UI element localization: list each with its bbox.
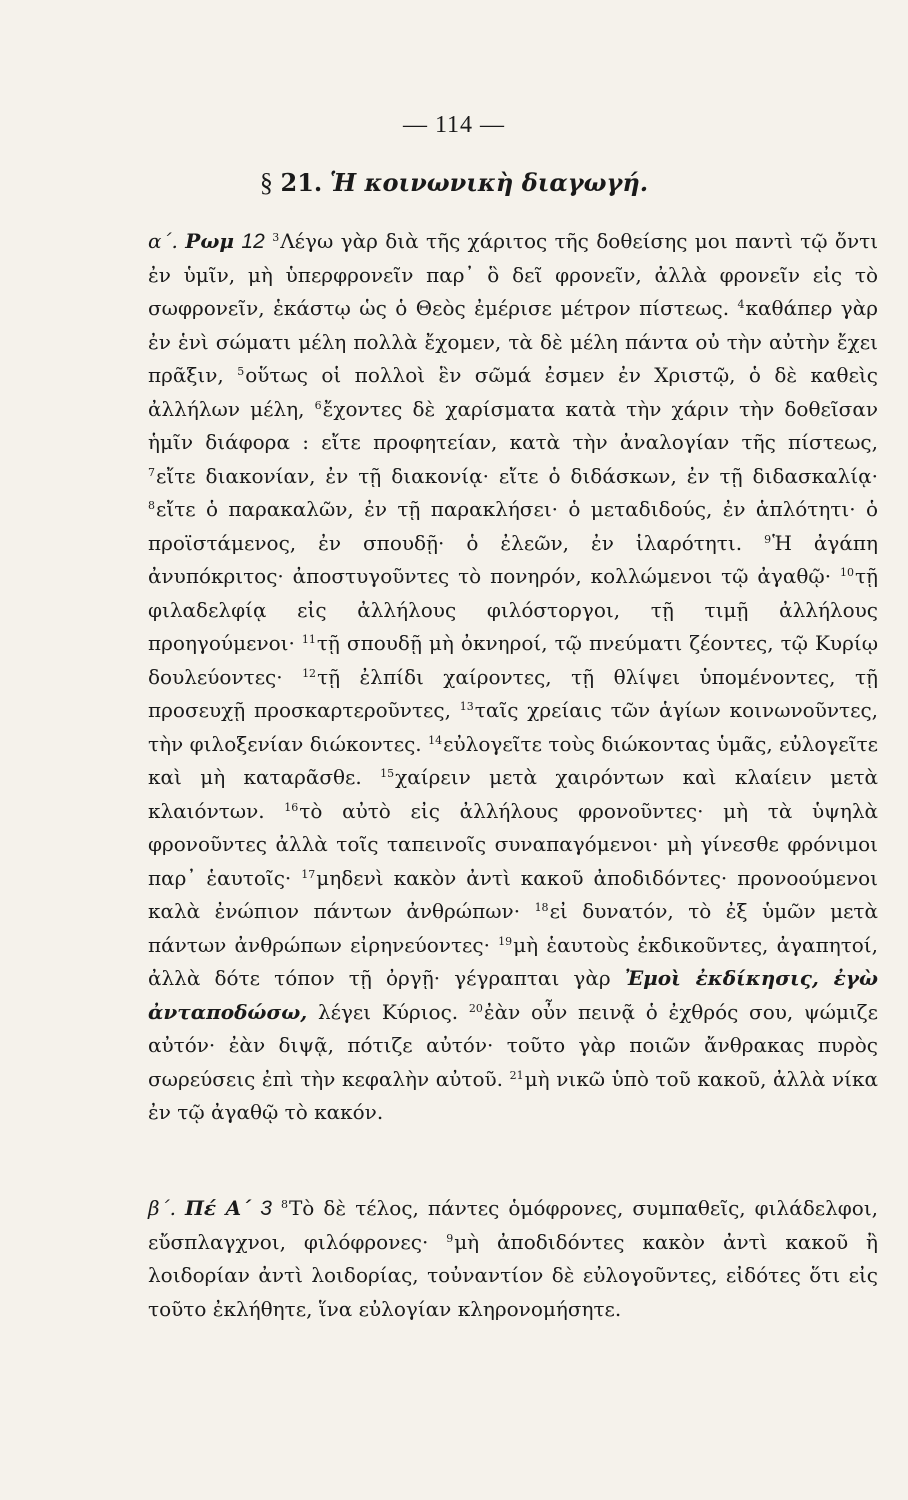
scripture-reference-book: Πέ Α΄ [184, 1196, 252, 1220]
verse-text: τὸ αὐτὸ εἰς ἀλλήλους φρονοῦντες· μὴ τὰ ὑψηλὰ φρονοῦντες ἀλλὰ τοῖς ταπεινοῖς συναπαγόμενοι· μὴ γίνεσθε φρόνιμοι παρ᾽ ἑαυτοῖς· [148, 798, 878, 890]
passage-marker: β΄. [148, 1196, 176, 1220]
verse-text: τῇ φιλαδελφίᾳ εἰς ἀλλήλους φιλόστοργοι, τῇ τιμῇ ἀλλήλους προηγούμενοι· [148, 564, 879, 655]
section-title: Ἡ κοινωνικὴ διαγωγή. [329, 168, 649, 197]
passage-marker: α΄. [148, 229, 178, 253]
verse-text: μὴ ἑαυτοὺς ἐκδικοῦντες, ἀγαπητοί, ἀλλὰ δότε τόπον τῇ ὀργῇ· γέγραπται γὰρ [148, 932, 878, 990]
section-heading [0, 168, 908, 198]
verse-number: 19 [498, 934, 513, 948]
verse-number: 8 [280, 1198, 288, 1211]
verse-number: 12 [302, 666, 317, 680]
verse-number: 3 [272, 231, 280, 244]
verse-number: 17 [301, 867, 316, 881]
scripture-reference-book: Ρωμ [185, 229, 235, 253]
section-number: 21. [280, 168, 323, 197]
verse-text: Λέγω γὰρ διὰ τῆς χάριτος τῆς δοθείσης μοι παντὶ τῷ ὄντι ἐν ὑμῖν, μὴ ὑπερφρονεῖν παρ᾽ ὃ δεῖ φρονεῖν, ἀλλὰ φρονεῖν εἰς τὸ σωφρονεῖν, ἑκάστῳ ὡς ὁ Θεὸς ἐμέρισε μέτρον πίστεως. [148, 229, 879, 320]
scripture-reference-chapter: 3 [260, 1197, 272, 1220]
verse-text: ταῖς χρείαις τῶν ἁγίων κοινωνοῦντες, τὴν φιλοξενίαν διώκοντες. [148, 698, 878, 756]
verse-text: οὕτως οἱ πολλοὶ ἓν σῶμά ἐσμεν ἐν Χριστῷ, ὁ δὲ καθεὶς ἀλλήλων μέλη, [148, 363, 878, 421]
verse-text: ἐὰν οὖν πεινᾷ ὁ ἐχθρός σου, ψώμιζε αὐτόν· ἐὰν διψᾷ, πότιζε αὐτόν· τοῦτο γὰρ ποιῶν ἄνθρακας πυρὸς σωρεύσεις ἐπὶ τὴν κεφαλὴν αὐτοῦ. [148, 999, 878, 1091]
verse-number: 11 [301, 633, 316, 646]
page-number: — 114 — [402, 112, 506, 138]
verse-text: τῇ σπουδῇ μὴ ὀκνηροί, τῷ πνεύματι ζέοντες, τῷ Κυρίῳ δουλεύοντες· [148, 631, 878, 689]
verse-text: λέγει Κύριος. [317, 999, 459, 1024]
verse-number: 8 [148, 499, 155, 512]
quoted-scripture: Ἐμοὶ ἐκδίκησις, ἐγὼ ἀνταποδώσω, [148, 966, 878, 1024]
verse-text: καθάπερ γὰρ ἐν ἑνὶ σώματι μέλη πολλὰ ἔχομεν, τὰ δὲ μέλη πάντα οὐ τὴν αὐτὴν ἔχει πρᾶξιν, [148, 296, 879, 387]
verse-number: 18 [534, 901, 549, 914]
verse-text: μὴ νικῶ ὑπὸ τοῦ κακοῦ, ἀλλὰ νίκα ἐν τῷ ἀγαθῷ τὸ κακόν. [148, 1066, 878, 1124]
verse-number: 21 [509, 1068, 524, 1082]
verse-number: 16 [284, 800, 299, 814]
section-symbol: § [259, 168, 273, 197]
verse-number: 4 [737, 298, 745, 311]
verse-text: εὐλογεῖτε τοὺς διώκοντας ὑμᾶς, εὐλογεῖτε καὶ μὴ καταρᾶσθε. [148, 731, 879, 789]
scripture-reference-chapter: 12 [241, 230, 265, 253]
verse-text: εἰ δυνατόν, τὸ ἐξ ὑμῶν μετὰ πάντων ἀνθρώπων εἰρηνεύοντες· [148, 899, 879, 957]
verse-text: Ἡ ἀγάπη ἀνυπόκριτος· ἀποστυγοῦντες τὸ πονηρόν, κολλώμενοι τῷ ἀγαθῷ· [148, 530, 878, 588]
verse-text: μὴ ἀποδιδόντες κακὸν ἀντὶ κακοῦ ἢ λοιδορίαν ἀντὶ λοιδορίας, τοὐναντίον δὲ εὐλογοῦντες, εἰδότες ὅτι εἰς τοῦτο ἐκλήθητε, ἵνα εὐλογίαν κληρονομήσητε. [148, 1229, 878, 1321]
verse-number: 9 [764, 532, 772, 546]
verse-number: 20 [468, 1001, 483, 1015]
verse-number: 5 [237, 365, 245, 378]
verse-number: 15 [380, 767, 395, 780]
passage-peter [148, 1192, 878, 1326]
verse-number: 9 [446, 1231, 454, 1245]
verse-number: 6 [314, 398, 322, 412]
verse-text: Τὸ δὲ τέλος, πάντες ὁμόφρονες, συμπαθεῖς, φιλάδελφοι, εὔσπλαγχνοι, φιλόφρονες· [148, 1196, 879, 1254]
verse-number: 7 [148, 465, 155, 479]
verse-text: χαίρειν μετὰ χαιρόντων καὶ κλαίειν μετὰ κλαιόντων. [148, 765, 879, 823]
verse-text: εἴτε ὁ παρακαλῶν, ἐν τῇ παρακλήσει· ὁ μεταδιδούς, ἐν ἁπλότητι· ὁ προϊστάμενος, ἐν σπουδῇ· ὁ ἐλεῶν, ἐν ἱλαρότητι. [148, 497, 878, 555]
verse-text: μηδενὶ κακὸν ἀντὶ κακοῦ ἀποδιδόντες· προνοούμενοι καλὰ ἐνώπιον πάντων ἀνθρώπων· [148, 865, 878, 923]
verse-number: 13 [459, 700, 474, 713]
verse-number: 10 [839, 566, 854, 579]
passage-romans [148, 225, 878, 1130]
verse-text: εἴτε διακονίαν, ἐν τῇ διακονίᾳ· εἴτε ὁ διδάσκων, ἐν τῇ διδασκαλίᾳ· [156, 463, 878, 488]
verse-text: τῇ ἐλπίδι χαίροντες, τῇ θλίψει ὑπομένοντες, τῇ προσευχῇ προσκαρτεροῦντες, [148, 664, 878, 722]
verse-text: ἔχοντες δὲ χαρίσματα κατὰ τὴν χάριν τὴν δοθεῖσαν ἡμῖν διάφορα : εἴτε προφητείαν, κατὰ τὴν ἀναλογίαν τῆς πίστεως, [148, 396, 879, 454]
verse-number: 14 [428, 733, 443, 747]
